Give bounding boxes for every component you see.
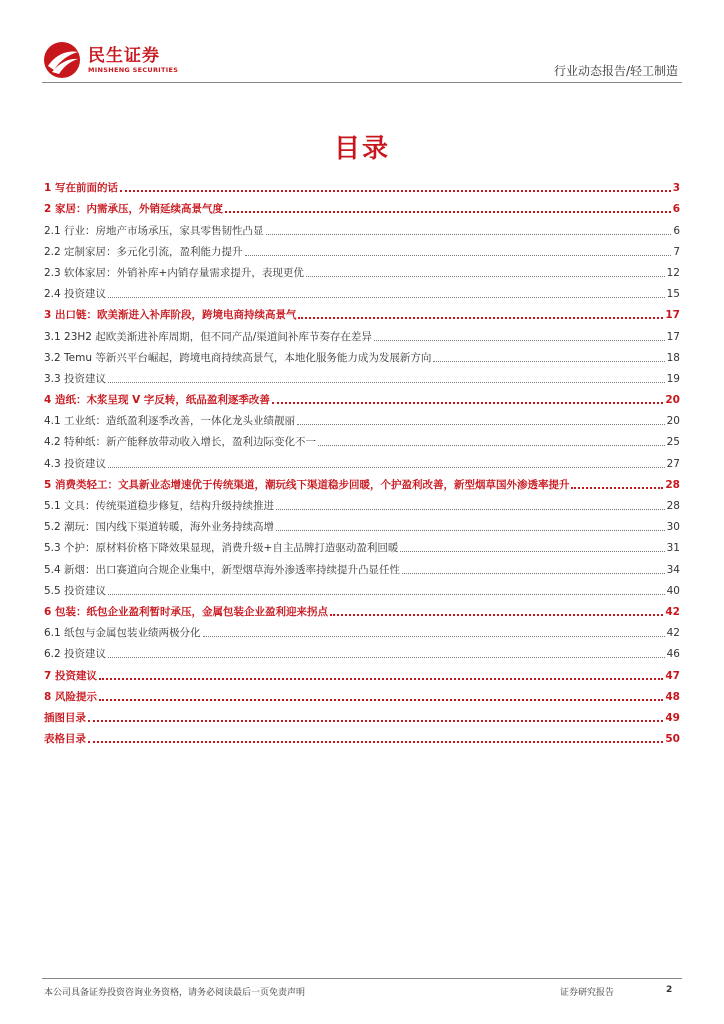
toc-entry-label: 2.3 软体家居：外销补库+内销存量需求提升，表现更优 <box>44 266 304 279</box>
toc-leader-dots <box>400 551 664 552</box>
toc-entry-page: 20 <box>666 415 680 428</box>
toc-entry-page: 7 <box>673 245 680 258</box>
toc-entry-label: 3.1 23H2 起欧美渐进补库周期，但不同产品/渠道间补库节奏存在差异 <box>44 330 372 343</box>
toc-entry-label: 2.1 行业：房地产市场承压，家具零售韧性凸显 <box>44 224 264 237</box>
toc-entry-page: 18 <box>666 351 680 364</box>
toc-entry[interactable] <box>44 195 680 216</box>
toc-entry[interactable] <box>44 216 680 237</box>
toc-entry-label: 4.3 投资建议 <box>44 457 107 470</box>
toc-entry-label: 1 写在前面的话 <box>44 182 118 195</box>
toc-entry-label: 8 风险提示 <box>44 690 97 703</box>
toc-entry-label: 5.4 新烟：出口赛道向合规企业集中，新型烟草海外渗透率持续提升凸显任性 <box>44 563 401 576</box>
toc-entry[interactable] <box>44 555 680 576</box>
footer-doc-type: 证券研究报告 <box>560 988 615 998</box>
toc-entry-label: 6.2 投资建议 <box>44 648 107 661</box>
toc-leader-dots <box>203 636 665 637</box>
toc-entry-page: 42 <box>666 627 680 640</box>
toc-entry-label: 插图目录 <box>44 711 86 724</box>
header-divider <box>42 82 682 83</box>
page-title: 目录 <box>333 134 390 164</box>
toc-entry-label: 6 包装：纸包企业盈利暂时承压，金属包装企业盈利迎来拐点 <box>44 605 328 618</box>
toc-entry[interactable] <box>44 428 680 449</box>
toc-entry[interactable] <box>44 174 680 195</box>
toc-entry[interactable] <box>44 513 680 534</box>
toc-leader-dots <box>225 211 671 213</box>
toc-entry-label: 5.2 潮玩：国内线下渠道转暖，海外业务持续高增 <box>44 521 275 534</box>
toc-entry-page: 42 <box>665 605 680 618</box>
toc-entry-page: 19 <box>666 372 680 385</box>
toc-entry-page: 47 <box>665 669 680 682</box>
toc-entry-page: 6 <box>673 224 680 237</box>
toc-leader-dots <box>272 402 663 404</box>
toc-entry[interactable] <box>44 301 680 322</box>
toc-leader-dots <box>276 530 665 531</box>
toc-entry[interactable] <box>44 534 680 555</box>
toc-entry[interactable] <box>44 386 680 407</box>
toc-leader-dots <box>108 594 665 595</box>
toc-entry-label: 3.3 投资建议 <box>44 372 107 385</box>
toc-leader-dots <box>108 467 665 468</box>
toc-entry-page: 12 <box>666 266 680 279</box>
brand-name-cn: 民生证券 <box>88 45 160 66</box>
toc-leader-dots <box>108 297 665 298</box>
toc-entry-page: 3 <box>672 182 680 195</box>
toc-entry-page: 40 <box>666 584 680 597</box>
toc-entry-label: 5.1 文具：传统渠道稳步修复，结构升级持续推进 <box>44 500 275 512</box>
toc-leader-dots <box>306 276 665 277</box>
toc-entry-page: 28 <box>666 500 680 512</box>
toc-leader-dots <box>402 573 665 574</box>
toc-leader-dots <box>108 382 665 383</box>
toc-entry-page: 30 <box>666 521 680 534</box>
footer-divider <box>42 978 682 979</box>
toc-leader-dots <box>88 720 663 722</box>
brand-logo <box>42 40 178 80</box>
toc-entry[interactable] <box>44 238 680 259</box>
toc-entry-label: 7 投资建议 <box>44 669 97 682</box>
toc-entry-page: 48 <box>665 690 680 703</box>
toc-entry[interactable] <box>44 725 680 746</box>
toc-leader-dots <box>374 340 665 341</box>
toc-entry-page: 15 <box>666 288 680 301</box>
toc-entry-label: 4.1 工业纸：造纸盈利逐季改善，一体化龙头业绩靓丽 <box>44 415 296 428</box>
toc-entry-label: 5 消费类轻工：文具新业态增速优于传统渠道，潮玩线下渠道稳步回暖，个护盈利改善，新型烟草国外渗透率提升 <box>44 478 570 491</box>
page-number: 2 <box>666 985 673 995</box>
table-of-contents <box>44 174 680 746</box>
toc-leader-dots <box>99 699 663 701</box>
toc-entry-page: 17 <box>666 330 680 343</box>
toc-entry-label: 表格目录 <box>44 733 86 746</box>
toc-entry-label: 4.2 特种纸：新产能释放带动收入增长，盈利边际变化不一 <box>44 436 317 449</box>
toc-entry-label: 3 出口链：欧美渐进入补库阶段，跨境电商持续高景气 <box>44 309 297 322</box>
toc-leader-dots <box>108 657 665 658</box>
toc-leader-dots <box>297 424 665 425</box>
toc-entry[interactable] <box>44 492 680 513</box>
toc-entry[interactable] <box>44 598 680 619</box>
toc-entry[interactable] <box>44 322 680 343</box>
toc-entry-page: 50 <box>665 733 680 746</box>
toc-leader-dots <box>298 317 663 319</box>
toc-entry-label: 2.4 投资建议 <box>44 288 107 301</box>
toc-entry-label: 2 家居：内需承压，外销延续高景气度 <box>44 203 223 216</box>
toc-entry-page: 49 <box>665 711 680 724</box>
toc-entry-page: 20 <box>665 394 680 407</box>
toc-entry[interactable] <box>44 683 680 704</box>
toc-entry-label: 2.2 定制家居：多元化引流，盈利能力提升 <box>44 245 243 258</box>
toc-leader-dots <box>120 190 671 192</box>
toc-entry[interactable] <box>44 449 680 470</box>
footer-disclaimer: 本公司具备证券投资咨询业务资格，请务必阅读最后一页免责声明 <box>44 988 306 998</box>
toc-leader-dots <box>99 678 663 680</box>
toc-leader-dots <box>571 487 663 489</box>
toc-entry-page: 6 <box>672 203 680 216</box>
toc-entry-page: 27 <box>666 457 680 470</box>
toc-entry[interactable] <box>44 259 680 280</box>
toc-entry[interactable] <box>44 640 680 661</box>
toc-entry[interactable] <box>44 661 680 682</box>
toc-entry[interactable] <box>44 619 680 640</box>
toc-entry-page: 34 <box>666 563 680 576</box>
toc-entry[interactable] <box>44 577 680 598</box>
toc-leader-dots <box>88 741 663 743</box>
toc-entry-page: 17 <box>665 309 680 322</box>
toc-entry[interactable] <box>44 704 680 725</box>
toc-leader-dots <box>330 614 663 616</box>
toc-entry-label: 6.1 纸包与金属包装业绩两极分化 <box>44 627 201 640</box>
toc-entry-label: 4 造纸：木浆呈现 V 字反转，纸品盈利逐季改善 <box>44 394 270 407</box>
toc-entry[interactable] <box>44 365 680 386</box>
toc-leader-dots <box>266 234 672 235</box>
toc-entry-page: 25 <box>666 436 680 449</box>
toc-entry[interactable] <box>44 344 680 365</box>
toc-leader-dots <box>245 255 672 256</box>
toc-leader-dots <box>276 509 665 510</box>
toc-leader-dots <box>433 361 664 362</box>
toc-entry-page: 46 <box>666 648 680 661</box>
report-type: 行业动态报告/轻工制造 <box>553 64 678 78</box>
toc-entry[interactable] <box>44 407 680 428</box>
toc-entry[interactable] <box>44 280 680 301</box>
toc-leader-dots <box>318 445 665 446</box>
toc-entry-page: 28 <box>665 478 680 491</box>
toc-entry-label: 5.3 个护：原材料价格下降效果显现，消费升级+自主品牌打造驱动盈利回暖 <box>44 542 399 555</box>
brand-name-en: MINSHENG SECURITIES <box>88 65 179 74</box>
toc-entry[interactable] <box>44 471 680 492</box>
toc-entry-page: 31 <box>666 542 680 555</box>
toc-entry-label: 5.5 投资建议 <box>44 584 107 597</box>
minsheng-logo-icon <box>42 40 82 80</box>
toc-entry-label: 3.2 Temu 等新兴平台崛起，跨境电商持续高景气，本地化服务能力成为发展新方向 <box>44 351 432 364</box>
